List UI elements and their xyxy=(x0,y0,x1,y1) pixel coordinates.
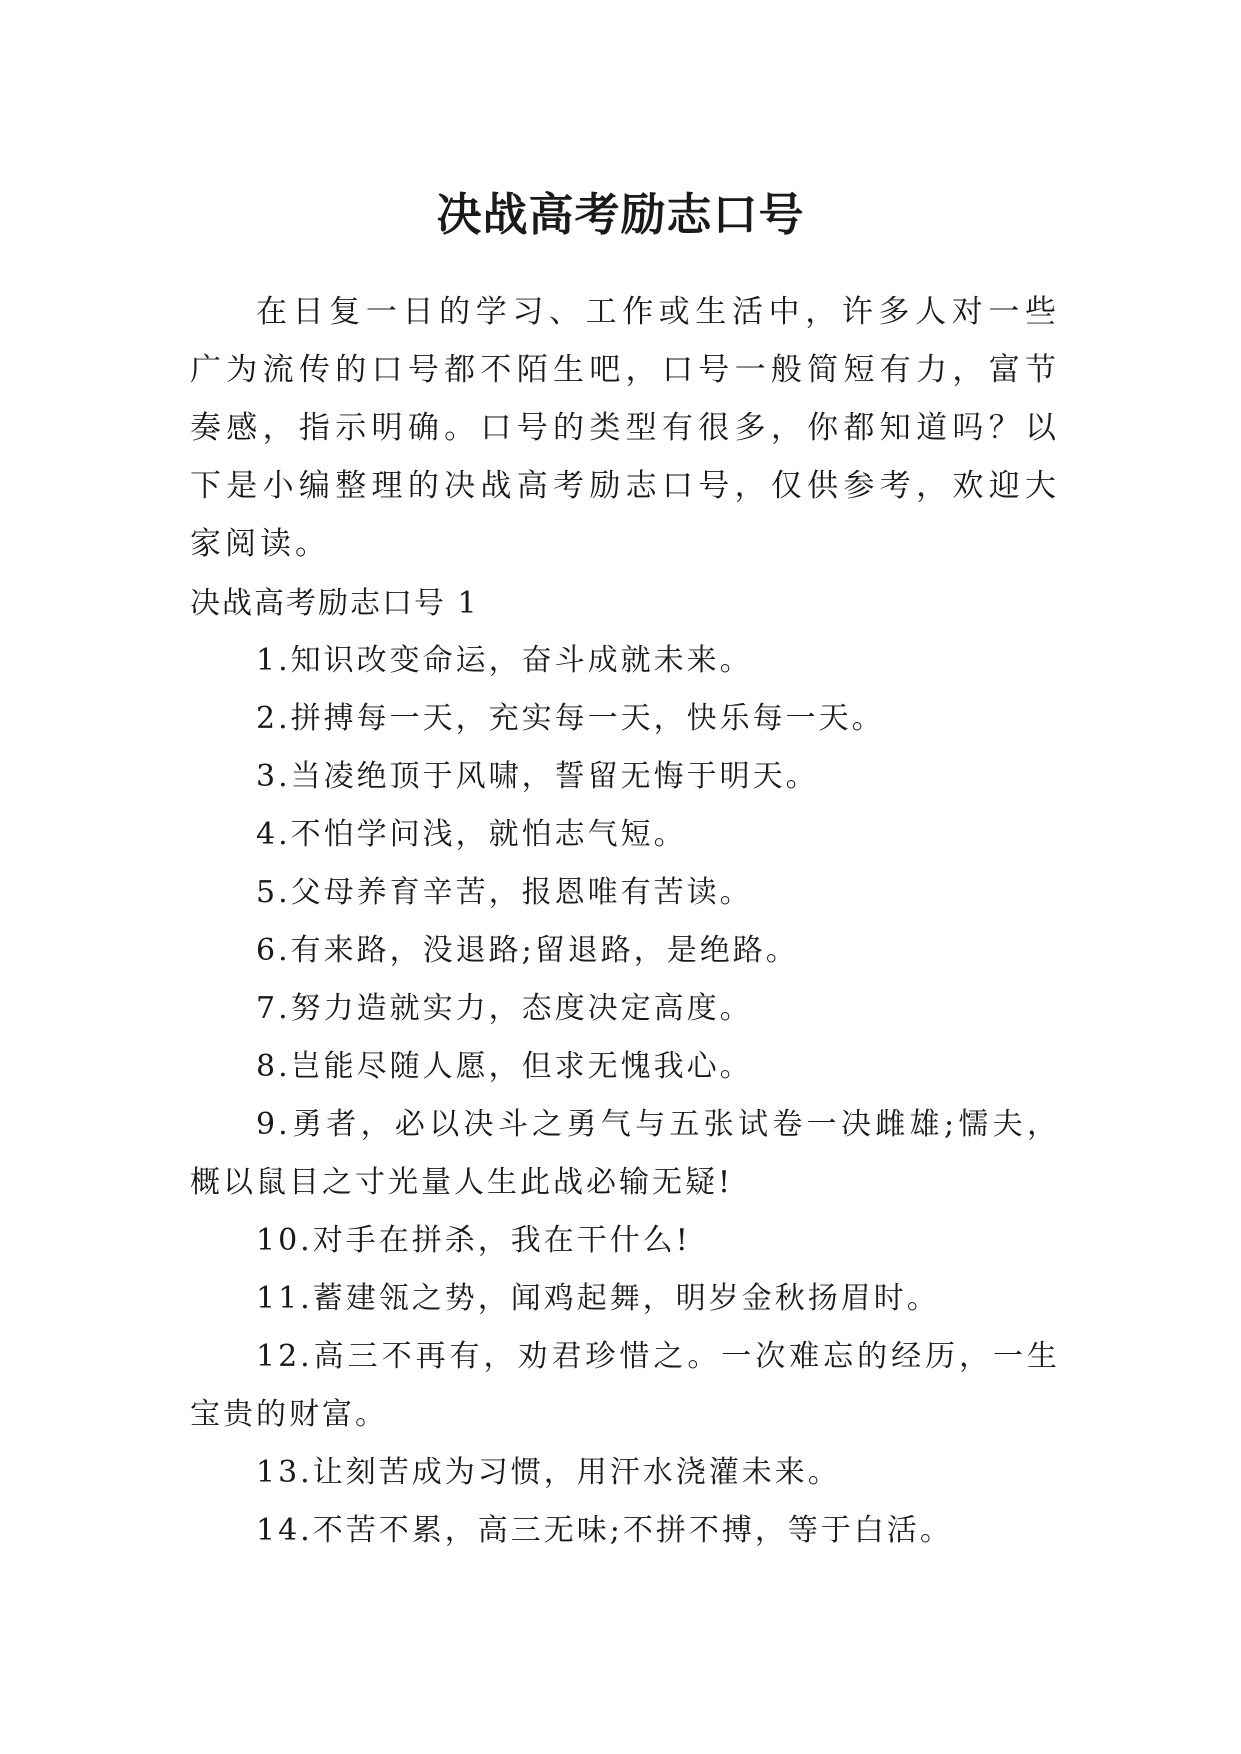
slogan-item: 11.蓄建瓴之势，闻鸡起舞，明岁金秋扬眉时。 xyxy=(256,1281,940,1316)
intro-paragraph: 在日复一日的学习、工作或生活中，许多人对一些广为流传的口号都不陌生吧，口号一般简短有力，富节奏感，指示明确。口号的类型有很多，你都知道吗？以下是小编整理的决战高考励志口号，仅供参考，欢迎大家阅读。 xyxy=(190,294,1060,562)
slogan-item: 14.不苦不累，高三无味;不拼不搏，等于白活。 xyxy=(256,1513,953,1548)
section-heading: 决战高考励志口号 1 xyxy=(190,586,479,621)
slogan-item: 1.知识改变命运，奋斗成就未来。 xyxy=(256,643,753,678)
document-title: 决战高考励志口号 xyxy=(436,188,805,242)
slogan-item: 2.拼搏每一天，充实每一天，快乐每一天。 xyxy=(256,701,885,736)
slogan-list xyxy=(190,632,1060,1560)
slogan-item: 4.不怕学问浅，就怕志气短。 xyxy=(256,817,687,852)
slogan-item: 9.勇者，必以决斗之勇气与五张试卷一决雌雄;懦夫，概以鼠目之寸光量人生此战必输无疑! xyxy=(190,1107,1060,1200)
slogan-item: 3.当凌绝顶于风啸，誓留无悔于明天。 xyxy=(256,759,819,794)
slogan-item: 13.让刻苦成为习惯，用汗水浇灌未来。 xyxy=(256,1455,841,1490)
slogan-item: 5.父母养育辛苦，报恩唯有苦读。 xyxy=(256,875,753,910)
slogan-item: 7.努力造就实力，态度决定高度。 xyxy=(256,991,753,1026)
slogan-item: 10.对手在拼杀，我在干什么! xyxy=(256,1223,691,1258)
slogan-item: 12.高三不再有，劝君珍惜之。一次难忘的经历，一生宝贵的财富。 xyxy=(190,1339,1060,1432)
slogan-item: 8.岂能尽随人愿，但求无愧我心。 xyxy=(256,1049,753,1084)
slogan-item: 6.有来路，没退路;留退路，是绝路。 xyxy=(256,933,799,968)
